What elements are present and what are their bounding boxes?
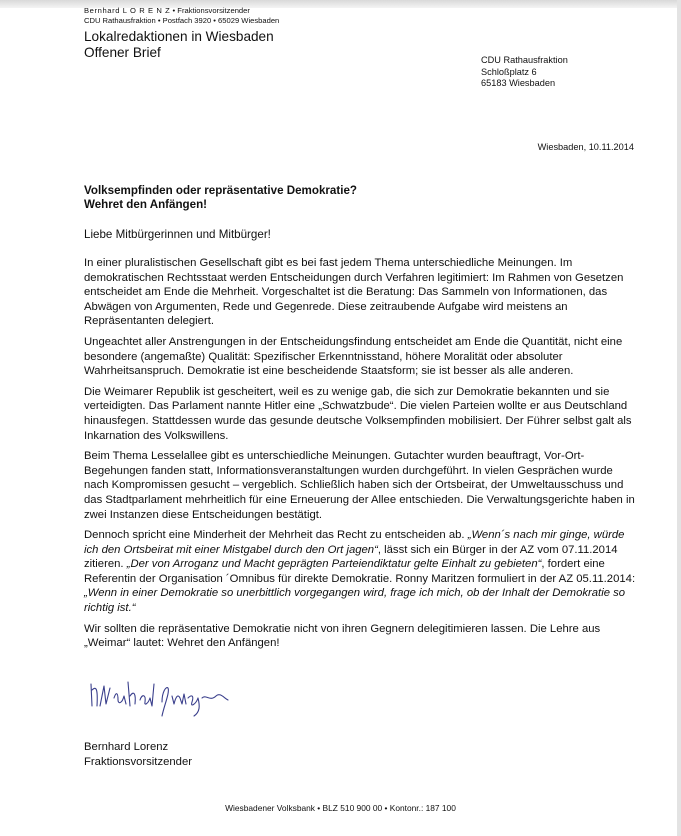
quote-3: „Wenn in einer Demokratie so unerbittlich vorgegangen wird, frage ich mich, ob der Inhalt der Demokratie so richtig ist.“	[84, 587, 626, 615]
signer-title: Fraktionsvorsitzender	[84, 756, 192, 768]
letter-body	[84, 256, 640, 657]
subject-heading	[84, 184, 357, 212]
recipient-block	[84, 29, 274, 61]
footer-bank-details: Wiesbadener Volksbank • BLZ 510 900 00 • Kontonr.: 187 100	[225, 803, 456, 813]
signer-block	[84, 740, 192, 770]
salutation: Liebe Mitbürgerinnen und Mitbürger!	[84, 228, 271, 241]
letterhead-sender	[84, 6, 279, 26]
subject-line-2: Wehret den Anfängen!	[84, 198, 208, 211]
from-line-1: CDU Rathausfraktion	[481, 55, 568, 65]
signer-name: Bernhard Lorenz	[84, 741, 169, 753]
from-line-3: 65183 Wiesbaden	[481, 78, 556, 88]
sender-name: Bernhard L O R E N Z	[84, 6, 171, 15]
recipient-line-2: Offener Brief	[84, 45, 161, 60]
paragraph-5	[84, 528, 640, 616]
from-address-block	[481, 55, 568, 90]
sender-title: • Fraktionsvorsitzender	[170, 6, 250, 15]
paragraph-3: Die Weimarer Republik ist gescheitert, weil es zu wenige gab, die sich zur Demokratie bekannten und sie verteidigten. Das Parlament nannte Hitler eine „Schwatzbude“. Die vielen Parteien wollte er aus Deutschland hinausfegen. Stattdessen wurde das gesunde deutsche Volksempfinden mobilisiert. Der Führer selbst galt als Inkarnation des Volkswillens.	[84, 385, 632, 442]
paragraph-5-text-b: , lässt sich ein Bürger in der AZ vom 07.11.2014 zitieren.	[84, 543, 618, 571]
paragraph-2: Ungeachtet aller Anstrengungen in der Entscheidungsfindung entscheidet am Ende die Quantität, nicht eine besondere (angemaßte) Qualität: Spezifischer Erkenntnisstand, höhere Moralität oder absoluter Wahrheitsanspruch. Demokratie ist eine bescheidende Staatsform; sie ist besser als alle anderen.	[84, 335, 623, 378]
subject-line-1: Volksempfinden oder repräsentative Demokratie?	[84, 184, 357, 197]
handwritten-signature	[88, 676, 248, 718]
quote-1: „Wenn´s nach mir ginge, würde ich den Ortsbeirat mit einer Mistgabel durch den Ort jagen“	[84, 529, 625, 556]
quote-2: „Der von Arroganz und Macht geprägten Parteiendiktatur gelte Einhalt zu gebieten“	[126, 558, 542, 571]
letter-date: Wiesbaden, 10.11.2014	[537, 142, 634, 152]
paragraph-1: In einer pluralistischen Gesellschaft gibt es bei fast jedem Thema unterschiedliche Meinungen. Im demokratischen Rechtsstaat werden Entscheidungen durch Verfahren legitimiert: Im Rahmen von Gesetzen entscheidet am Ende die Mehrheit. Vorgeschaltet ist die Beratung: Das Sammeln von Informationen, das Abwägen von Argumenten, Rede und Gegenrede. Diese zeitraubende Aufgabe wird meistens an Repräsentanten delegiert.	[84, 257, 624, 328]
paragraph-5-text-c: , fordert eine Referentin der Organisation ´Omnibus für direkte Demokratie. Ronny Maritzen formuliert in der AZ 05.11.2014:	[84, 558, 636, 585]
paragraph-4: Beim Thema Lesselallee gibt es unterschiedliche Meinungen. Gutachter wurden beauftragt, Vor-Ort-Begehungen fanden statt, Informationsveranstaltungen wurden durchgeführt. In vielen Gesprächen wurde nach Kompromissen gesucht – vergeblich. Schließlich haben sich der Ortsbeirat, der Umweltausschuss und das Stadtparlament mehrheitlich für eine Erneuerung der Allee entschieden. Die Verwaltungsgerichte haben in zwei Instanzen diese Entscheidungen bestätigt.	[84, 450, 635, 521]
right-page-edge	[677, 0, 681, 836]
from-line-2: Schloßplatz 6	[481, 66, 537, 77]
sender-line	[84, 6, 279, 16]
sender-address: CDU Rathausfraktion • Postfach 3920 • 65029 Wiesbaden	[84, 16, 280, 25]
recipient-line-1: Lokalredaktionen in Wiesbaden	[84, 29, 274, 44]
paragraph-6: Wir sollten die repräsentative Demokratie nicht von ihren Gegnern delegitimieren lassen. Die Lehre aus „Weimar“ lautet: Wehret den Anfängen!	[84, 622, 601, 650]
paragraph-5-text-a: Dennoch spricht eine Minderheit der Mehrheit das Recht zu entscheiden ab.	[84, 529, 468, 542]
